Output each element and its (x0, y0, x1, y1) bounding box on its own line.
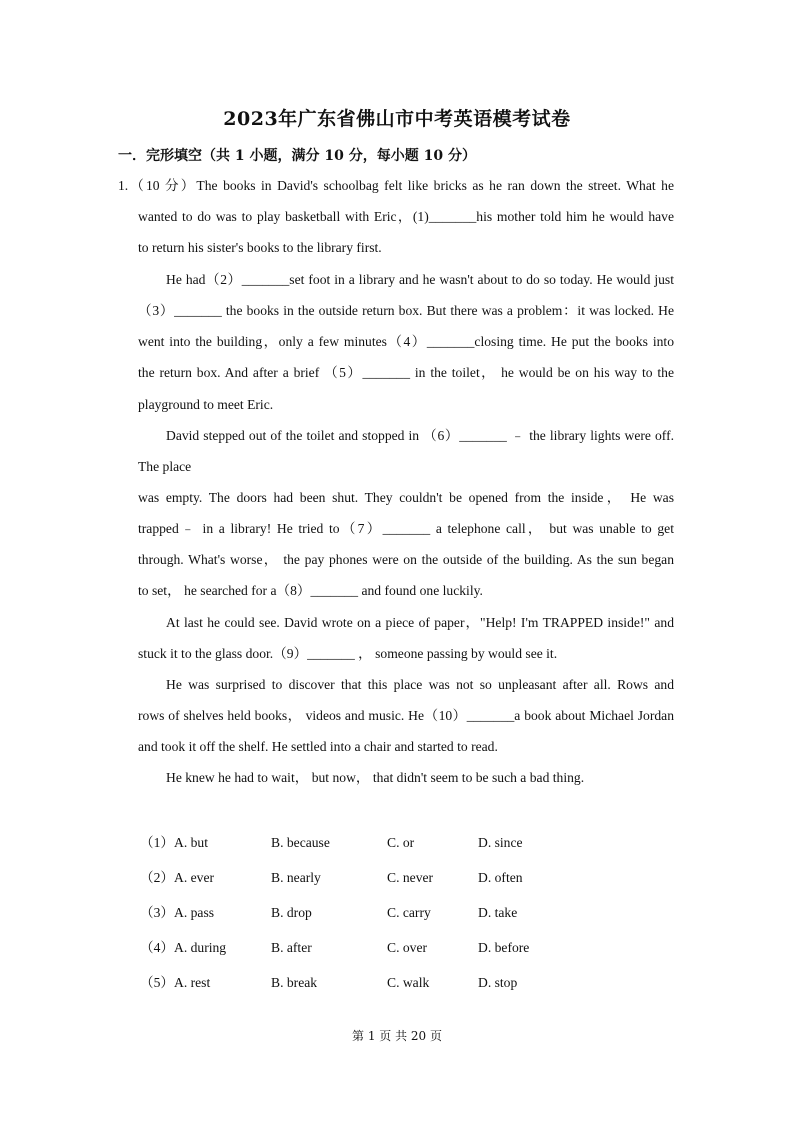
option-b[interactable]: B. after (271, 940, 312, 955)
passage-line: （3）_______ the books in the outside return box. But there was a problem：it was locked. He (138, 303, 674, 318)
option-d[interactable]: D. stop (478, 975, 518, 990)
passage-line: went into the building，only a few minutes（4）_______closing time. He put the books into (138, 334, 674, 349)
option-b[interactable]: B. break (271, 975, 318, 990)
passage-line: rows of shelves held books， videos and music. He（10）_______a book about Michael Jordan (138, 708, 674, 723)
option-a[interactable]: A. rest (174, 975, 211, 990)
option-number: （5） (140, 975, 174, 990)
exam-title: 2023年广东省佛山市中考英语模考试卷 (223, 108, 571, 130)
passage-line: He had（2）_______set foot in a library and he wasn't about to do so today. He would just (166, 272, 674, 287)
passage-line: stuck it to the glass door.（9）_______ ， someone passing by would see it. (138, 646, 558, 661)
page-footer: 第 1 页 共 20 页 (352, 1029, 442, 1043)
passage-line: 1.（10 分）The books in David's schoolbag felt like bricks as he ran down the street. What he (118, 178, 674, 193)
option-b[interactable]: B. nearly (271, 870, 321, 885)
passage-line: the return box. And after a brief （5）_______ in the toilet， he would be on his way to the (138, 365, 674, 380)
option-c[interactable]: C. walk (387, 975, 430, 990)
passage-line: to set， he searched for a（8）_______ and found one luckily. (138, 583, 483, 598)
option-a[interactable]: A. pass (174, 905, 215, 920)
option-d[interactable]: D. take (478, 905, 518, 920)
passage-line: to return his sister's books to the library first. (138, 240, 382, 255)
option-a[interactable]: A. but (174, 835, 208, 850)
option-number: （2） (140, 870, 174, 885)
option-b[interactable]: B. drop (271, 905, 312, 920)
option-c[interactable]: C. or (387, 835, 415, 850)
option-c[interactable]: C. carry (387, 905, 431, 920)
option-d[interactable]: D. often (478, 870, 523, 885)
option-d[interactable]: D. since (478, 835, 523, 850)
option-c[interactable]: C. never (387, 870, 434, 885)
option-number: （4） (140, 940, 174, 955)
passage-line: David stepped out of the toilet and stopped in （6）_______ ﹣ the library lights were off. (166, 428, 674, 443)
option-d[interactable]: D. before (478, 940, 530, 955)
section-heading: 一．完形填空（共 1 小题，满分 10 分，每小题 10 分） (118, 148, 476, 164)
passage-line: He was surprised to discover that this place was not so unpleasant after all. Rows and (166, 677, 674, 692)
option-a[interactable]: A. ever (174, 870, 215, 885)
passage-line: was empty. The doors had been shut. They couldn't be opened from the inside， He was (138, 490, 674, 505)
option-a[interactable]: A. during (174, 940, 227, 955)
passage-line: At last he could see. David wrote on a piece of paper，"Help! I'm TRAPPED inside!" and (166, 615, 674, 630)
passage-line: He knew he had to wait， but now， that didn't seem to be such a bad thing. (166, 770, 585, 785)
option-number: （3） (140, 905, 174, 920)
option-number: （1） (140, 835, 174, 850)
passage-line: The place (138, 459, 192, 474)
option-c[interactable]: C. over (387, 940, 428, 955)
passage-line: playground to meet Eric. (138, 397, 274, 412)
passage-line: and took it off the shelf. He settled into a chair and started to read. (138, 739, 498, 754)
passage-line: wanted to do was to play basketball with Eric，(1)_______his mother told him he would have (138, 209, 674, 224)
passage-line: through. What's worse， the pay phones were on the outside of the building. As the sun began (138, 552, 674, 567)
option-b[interactable]: B. because (271, 835, 330, 850)
passage-line: trapped﹣ in a library! He tried to（7）_______ a telephone call， but was unable to get (138, 521, 674, 536)
